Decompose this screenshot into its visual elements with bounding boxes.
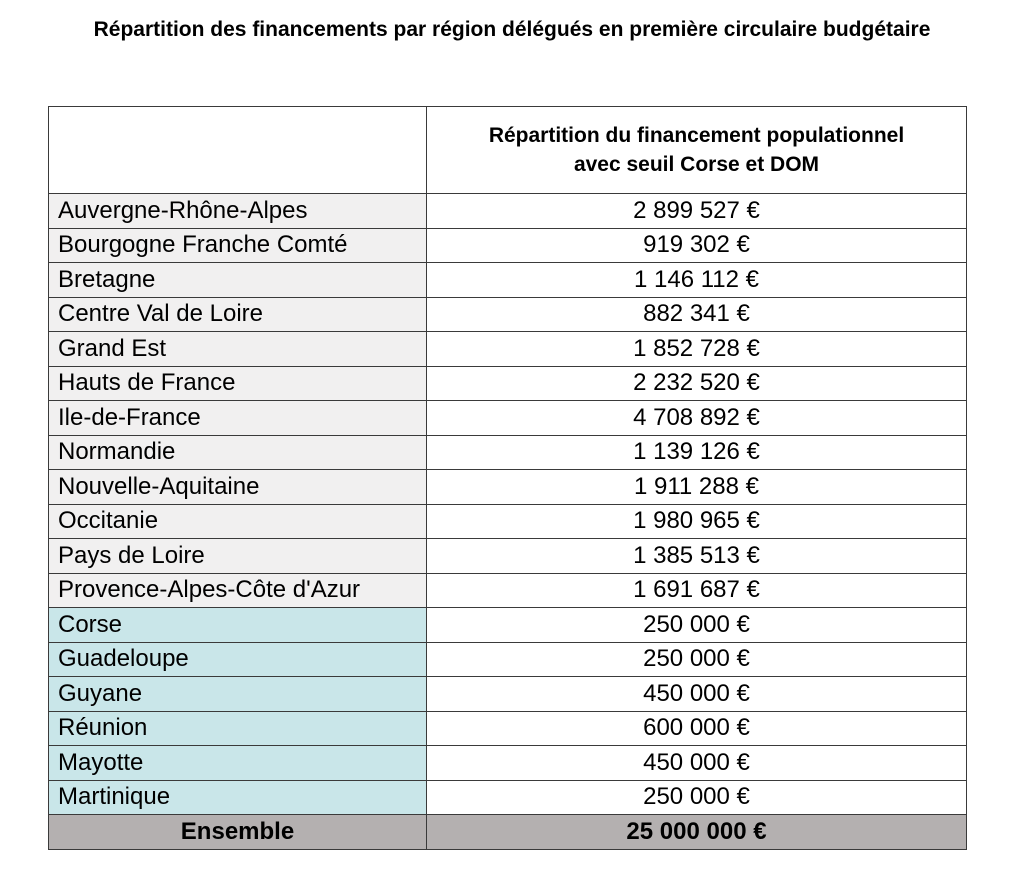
- region-name-cell: Mayotte: [49, 746, 427, 781]
- table-row: [49, 470, 967, 505]
- amount-cell: 250 000 €: [427, 780, 967, 815]
- amount-cell: 450 000 €: [427, 677, 967, 712]
- header-region-cell: [49, 107, 427, 194]
- amount-cell: 919 302 €: [427, 228, 967, 263]
- table-row: [49, 401, 967, 436]
- region-name-cell: Centre Val de Loire: [49, 297, 427, 332]
- amount-cell: 4 708 892 €: [427, 401, 967, 436]
- total-label: Ensemble: [49, 815, 427, 850]
- table-row: [49, 677, 967, 712]
- table-body: [49, 194, 967, 815]
- table-row: [49, 332, 967, 367]
- amount-cell: 1 911 288 €: [427, 470, 967, 505]
- table-row: [49, 366, 967, 401]
- amount-cell: 2 232 520 €: [427, 366, 967, 401]
- amount-cell: 1 980 965 €: [427, 504, 967, 539]
- region-name-cell: Normandie: [49, 435, 427, 470]
- header-row: [49, 107, 967, 194]
- region-name-cell: Hauts de France: [49, 366, 427, 401]
- amount-cell: 250 000 €: [427, 608, 967, 643]
- amount-cell: 2 899 527 €: [427, 194, 967, 229]
- region-name-cell: Corse: [49, 608, 427, 643]
- amount-cell: 600 000 €: [427, 711, 967, 746]
- region-name-cell: Pays de Loire: [49, 539, 427, 574]
- region-name-cell: Occitanie: [49, 504, 427, 539]
- table-footer: [49, 815, 967, 850]
- region-name-cell: Guyane: [49, 677, 427, 712]
- region-name-cell: Auvergne-Rhône-Alpes: [49, 194, 427, 229]
- table-row: [49, 608, 967, 643]
- amount-cell: 1 385 513 €: [427, 539, 967, 574]
- region-name-cell: Bourgogne Franche Comté: [49, 228, 427, 263]
- region-name-cell: Ile-de-France: [49, 401, 427, 436]
- table-row: [49, 297, 967, 332]
- region-name-cell: Réunion: [49, 711, 427, 746]
- table-header: [49, 107, 967, 194]
- amount-cell: 1 146 112 €: [427, 263, 967, 298]
- table-row: [49, 573, 967, 608]
- region-name-cell: Grand Est: [49, 332, 427, 367]
- document-title: Répartition des financements par région délégués en première circulaire budgétaire: [93, 18, 931, 41]
- amount-cell: 1 139 126 €: [427, 435, 967, 470]
- total-row: [49, 815, 967, 850]
- total-amount: 25 000 000 €: [427, 815, 967, 850]
- table-row: [49, 642, 967, 677]
- amount-cell: 882 341 €: [427, 297, 967, 332]
- amount-cell: 1 691 687 €: [427, 573, 967, 608]
- table-row: [49, 780, 967, 815]
- region-name-cell: Provence-Alpes-Côte d'Azur: [49, 573, 427, 608]
- amount-cell: 450 000 €: [427, 746, 967, 781]
- table-row: [49, 539, 967, 574]
- header-amount-cell: Répartition du financement populationnel avec seuil Corse et DOM: [427, 107, 967, 194]
- table-row: [49, 435, 967, 470]
- table-row: [49, 504, 967, 539]
- table-row: [49, 746, 967, 781]
- region-name-cell: Guadeloupe: [49, 642, 427, 677]
- table-row: [49, 228, 967, 263]
- table-row: [49, 194, 967, 229]
- amount-cell: 250 000 €: [427, 642, 967, 677]
- funding-table: [48, 106, 967, 850]
- table-row: [49, 711, 967, 746]
- region-name-cell: Nouvelle-Aquitaine: [49, 470, 427, 505]
- table-row: [49, 263, 967, 298]
- amount-cell: 1 852 728 €: [427, 332, 967, 367]
- region-name-cell: Bretagne: [49, 263, 427, 298]
- region-name-cell: Martinique: [49, 780, 427, 815]
